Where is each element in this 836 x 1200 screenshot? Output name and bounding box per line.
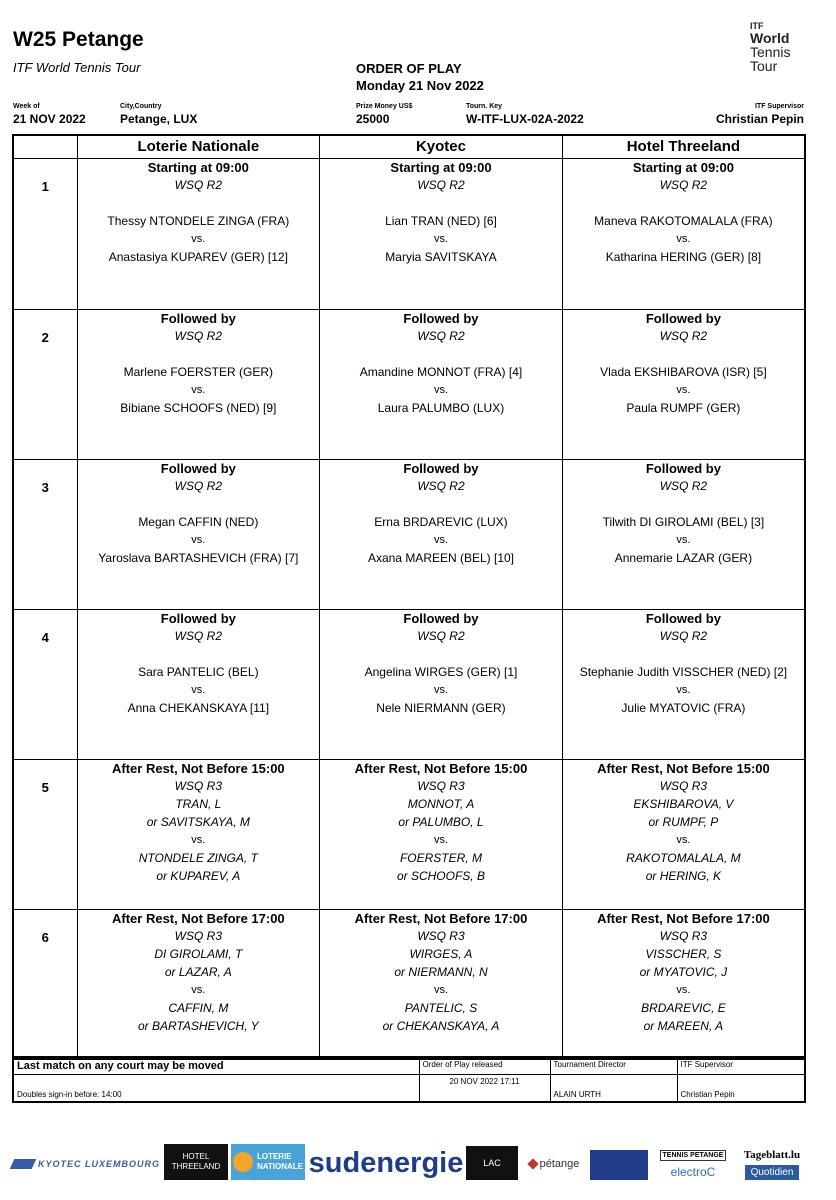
loterie-nationale-logo	[231, 1144, 305, 1180]
player-bottom: NTONDELE ZINGA, T	[138, 850, 258, 865]
hotel-logo-line1: HOTEL	[182, 1152, 210, 1161]
spacer	[320, 645, 562, 663]
footer-table	[12, 1056, 806, 1103]
versus-label: vs.	[676, 232, 691, 245]
last-match-note: Last match on any court may be moved	[13, 1057, 419, 1075]
player-bottom: Maryia SAVITSKAYA	[385, 249, 497, 264]
match-start-time: Followed by	[645, 460, 721, 476]
player-top: Vlada EKSHIBAROVA (ISR) [5]	[600, 364, 767, 379]
versus-label: vs.	[433, 983, 449, 996]
match-round: WSQ R3	[174, 778, 222, 793]
court-header-kyotec: Kyotec	[320, 135, 563, 158]
player-top: Angelina WIRGES (GER) [1]	[364, 664, 518, 679]
electro-text: electroC	[670, 1164, 716, 1179]
player-bottom: or HERING, K	[645, 868, 722, 883]
court-header-row	[13, 135, 805, 158]
match-round: WSQ R2	[417, 177, 465, 192]
match-round: WSQ R3	[659, 778, 708, 793]
match-cell-kyotec	[320, 909, 563, 1059]
player-top: Sara PANTELIC (BEL)	[138, 664, 259, 679]
lac-logo: LAC	[466, 1146, 518, 1180]
loterie-logo-line2: NATIONALE	[256, 1162, 304, 1171]
spacer	[563, 645, 804, 663]
meta-tourn-key	[466, 102, 584, 126]
court-header-threeland: Hotel Threeland	[562, 135, 805, 158]
match-round: WSQ R2	[174, 628, 222, 643]
match-round: WSQ R2	[659, 328, 708, 343]
director-value: ALAIN URTH	[550, 1075, 677, 1102]
match-round: WSQ R2	[659, 478, 708, 493]
hotel-threeland-logo	[164, 1144, 228, 1180]
player-top: Megan CAFFIN (NED)	[138, 514, 259, 529]
spacer	[320, 345, 562, 363]
week-label: Week of	[13, 103, 40, 110]
match-cell-threeland	[562, 309, 805, 459]
match-start-time: After Rest, Not Before 17:00	[354, 910, 528, 926]
row-number: 2	[13, 309, 77, 459]
petange-logo	[524, 1148, 584, 1180]
player-top: WIRGES, A	[409, 946, 473, 961]
match-round: WSQ R2	[659, 628, 708, 643]
match-start-time: After Rest, Not Before 15:00	[354, 760, 528, 776]
tourn-key-label: Tourn. Key	[466, 103, 503, 110]
player-top: EKSHIBAROVA, V	[633, 796, 734, 811]
sponsor-strip	[0, 1140, 836, 1190]
released-label: Order of Play released	[419, 1057, 550, 1075]
city-value: Petange, LUX	[120, 112, 198, 126]
meta-week	[13, 102, 86, 126]
player-bottom: Axana MAREEN (BEL) [10]	[367, 550, 515, 565]
match-round: WSQ R3	[174, 928, 222, 943]
spacer	[563, 495, 804, 513]
sponsor-blue-panel-logo	[590, 1150, 648, 1180]
player-bottom: Bibiane SCHOOFS (NED) [9]	[120, 400, 277, 415]
versus-label: vs.	[191, 383, 206, 396]
logo-line-tennis: Tennis	[750, 44, 791, 60]
match-row	[13, 158, 805, 309]
player-top: or RUMPF, P	[648, 814, 719, 829]
tour-subtitle: ITF World Tennis Tour	[13, 60, 141, 75]
versus-label: vs.	[676, 683, 691, 696]
match-cell-threeland	[562, 459, 805, 609]
match-start-time: Followed by	[403, 310, 479, 326]
released-value: 20 NOV 2022 17:11	[419, 1075, 550, 1102]
match-cell-kyotec	[320, 459, 563, 609]
player-bottom: FOERSTER, M	[399, 850, 482, 865]
oop-label: ORDER OF PLAY	[356, 61, 462, 76]
court-header-blank	[13, 135, 77, 158]
match-round: WSQ R2	[174, 328, 222, 343]
player-top: or SAVITSKAYA, M	[146, 814, 250, 829]
logo-line-tour: Tour	[750, 58, 778, 74]
match-cell-loterie	[77, 609, 320, 759]
versus-label: vs.	[676, 833, 691, 846]
doubles-signin: Doubles sign-in before: 14:00	[13, 1075, 419, 1102]
match-round: WSQ R2	[417, 328, 465, 343]
match-row	[13, 759, 805, 909]
week-value: 21 NOV 2022	[13, 112, 86, 126]
player-top: DI GIROLAMI, T	[154, 946, 243, 961]
match-round: WSQ R2	[174, 478, 222, 493]
match-start-time: After Rest, Not Before 17:00	[112, 910, 285, 926]
player-bottom: or SCHOOFS, B	[396, 868, 485, 883]
match-start-time: After Rest, Not Before 15:00	[597, 760, 770, 776]
match-rows	[13, 158, 805, 1059]
meta-prize	[356, 102, 412, 126]
match-start-time: After Rest, Not Before 15:00	[112, 760, 285, 776]
petange-mark-icon	[527, 1158, 538, 1169]
match-start-time: Followed by	[403, 460, 479, 476]
match-cell-threeland	[562, 609, 805, 759]
player-bottom: RAKOTOMALALA, M	[626, 850, 741, 865]
versus-label: vs.	[191, 983, 206, 996]
versus-label: vs.	[433, 683, 449, 696]
spacer	[563, 345, 804, 363]
row-number: 3	[13, 459, 77, 609]
versus-label: vs.	[433, 383, 449, 396]
match-start-time: Followed by	[645, 310, 721, 326]
versus-label: vs.	[676, 533, 691, 546]
match-round: WSQ R2	[417, 628, 465, 643]
loterie-logo-line1: LOTERIE	[256, 1152, 292, 1161]
match-cell-kyotec	[320, 759, 563, 909]
match-cell-loterie	[77, 909, 320, 1059]
versus-label: vs.	[191, 683, 206, 696]
player-bottom: CAFFIN, M	[168, 1000, 229, 1015]
city-label: City,Country	[120, 103, 162, 110]
order-of-play-grid	[12, 134, 806, 1060]
row-number: 6	[13, 909, 77, 1059]
petange-logo-text: pétange	[539, 1158, 580, 1170]
player-top: Lian TRAN (NED) [6]	[385, 213, 497, 228]
match-round: WSQ R3	[417, 928, 465, 943]
match-cell-threeland	[562, 909, 805, 1059]
match-cell-loterie	[77, 158, 320, 309]
player-bottom: Anastasiya KUPAREV (GER) [12]	[108, 249, 288, 264]
match-start-time: Starting at 09:00	[390, 159, 492, 175]
itf-world-tennis-tour-logo	[750, 22, 810, 73]
spacer	[563, 194, 804, 212]
match-start-time: Starting at 09:00	[147, 159, 249, 175]
versus-label: vs.	[191, 833, 206, 846]
match-start-time: Followed by	[403, 610, 479, 626]
player-bottom: Paula RUMPF (GER)	[626, 400, 741, 415]
player-top: Marlene FOERSTER (GER)	[123, 364, 273, 379]
player-bottom: or KUPAREV, A	[156, 868, 241, 883]
supervisor-value: Christian Pepin	[715, 112, 804, 126]
player-top: or LAZAR, A	[164, 964, 232, 979]
player-top: or MYATOVIC, J	[639, 964, 728, 979]
match-start-time: Followed by	[160, 310, 236, 326]
match-cell-kyotec	[320, 309, 563, 459]
match-cell-threeland	[562, 158, 805, 309]
match-round: WSQ R2	[174, 177, 222, 192]
tageblatt-quotidien-logo	[738, 1142, 806, 1186]
spacer	[78, 495, 320, 513]
kyotec-logo-text: KYOTEC LUXEMBOURG	[38, 1159, 161, 1169]
player-bottom: Julie MYATOVIC (FRA)	[621, 700, 746, 715]
player-top: TRAN, L	[175, 796, 222, 811]
player-bottom: or MAREEN, A	[643, 1018, 724, 1033]
match-cell-loterie	[77, 309, 320, 459]
footer-supervisor-label: ITF Supervisor	[677, 1057, 805, 1075]
player-top: Stephanie Judith VISSCHER (NED) [2]	[579, 664, 788, 679]
itf-logo-small-text: ITF	[750, 21, 764, 31]
logo-line-world: World	[750, 30, 790, 46]
player-top: or PALUMBO, L	[398, 814, 484, 829]
meta-city	[120, 102, 197, 126]
prize-value: 25000	[356, 112, 390, 126]
loterie-ball-icon	[233, 1152, 253, 1172]
match-round: WSQ R3	[659, 928, 708, 943]
versus-label: vs.	[676, 383, 691, 396]
player-top: Thessy NTONDELE ZINGA (FRA)	[107, 213, 290, 228]
row-number: 4	[13, 609, 77, 759]
versus-label: vs.	[676, 983, 691, 996]
player-bottom: PANTELIC, S	[404, 1000, 478, 1015]
kyotec-logo	[12, 1154, 160, 1174]
quotidien-text: Quotidien	[745, 1165, 800, 1180]
player-top: or NIERMANN, N	[394, 964, 488, 979]
match-cell-threeland	[562, 759, 805, 909]
versus-label: vs.	[191, 533, 206, 546]
player-bottom: Annemarie LAZAR (GER)	[614, 550, 753, 565]
player-top: VISSCHER, S	[645, 946, 722, 961]
row-number: 1	[13, 158, 77, 309]
match-row	[13, 309, 805, 459]
match-start-time: Followed by	[645, 610, 721, 626]
versus-label: vs.	[433, 533, 449, 546]
match-cell-loterie	[77, 459, 320, 609]
player-bottom: Laura PALUMBO (LUX)	[377, 400, 505, 415]
meta-supervisor	[716, 102, 804, 126]
match-start-time: After Rest, Not Before 17:00	[597, 910, 770, 926]
match-row	[13, 909, 805, 1059]
match-round: WSQ R3	[417, 778, 465, 793]
player-bottom: Nele NIERMANN (GER)	[376, 700, 506, 715]
tennis-petange-text: TENNIS PETANGE	[660, 1150, 727, 1161]
tourn-key-value: W-ITF-LUX-02A-2022	[466, 112, 584, 126]
spacer	[320, 194, 562, 212]
player-bottom: Yaroslava BARTASHEVICH (FRA) [7]	[98, 550, 299, 565]
tageblatt-text: Tageblatt.lu	[743, 1148, 801, 1161]
versus-label: vs.	[191, 232, 206, 245]
player-top: Erna BRDAREVIC (LUX)	[374, 514, 508, 529]
match-cell-loterie	[77, 759, 320, 909]
player-top: Amandine MONNOT (FRA) [4]	[359, 364, 523, 379]
spacer	[320, 495, 562, 513]
director-label: Tournament Director	[550, 1057, 677, 1075]
player-bottom: BRDAREVIC, E	[641, 1000, 726, 1015]
prize-label: Prize Money US$	[356, 103, 413, 110]
match-cell-kyotec	[320, 609, 563, 759]
hotel-logo-line2: THREELAND	[171, 1162, 221, 1171]
kyotec-mark-icon	[10, 1159, 37, 1169]
versus-label: vs.	[433, 833, 449, 846]
tennis-petange-electro-logo	[651, 1144, 735, 1184]
match-start-time: Followed by	[160, 610, 236, 626]
spacer	[78, 345, 320, 363]
match-row	[13, 609, 805, 759]
row-number: 5	[13, 759, 77, 909]
spacer	[78, 645, 320, 663]
match-round: WSQ R2	[659, 177, 708, 192]
sudenergie-logo: sudenergie	[308, 1146, 464, 1179]
player-top: Maneva RAKOTOMALALA (FRA)	[594, 213, 773, 228]
order-of-play-heading	[356, 60, 484, 94]
footer-supervisor-value: Christian Pepin	[677, 1075, 805, 1102]
match-start-time: Starting at 09:00	[632, 159, 734, 175]
player-bottom: Katharina HERING (GER) [8]	[605, 249, 762, 264]
player-bottom: or BARTASHEVICH, Y	[137, 1018, 259, 1033]
player-top: Tilwith DI GIROLAMI (BEL) [3]	[602, 514, 765, 529]
spacer	[78, 194, 320, 212]
versus-label: vs.	[433, 232, 449, 245]
match-start-time: Followed by	[160, 460, 236, 476]
player-bottom: or CHEKANSKAYA, A	[382, 1018, 500, 1033]
match-round: WSQ R2	[417, 478, 465, 493]
match-cell-kyotec	[320, 158, 563, 309]
oop-date: Monday 21 Nov 2022	[356, 78, 484, 93]
player-bottom: Anna CHEKANSKAYA [11]	[127, 700, 270, 715]
supervisor-label: ITF Supervisor	[754, 103, 804, 110]
page-title: W25 Petange	[13, 28, 144, 51]
court-header-loterie: Loterie Nationale	[77, 135, 320, 158]
match-row	[13, 459, 805, 609]
player-top: MONNOT, A	[407, 796, 475, 811]
